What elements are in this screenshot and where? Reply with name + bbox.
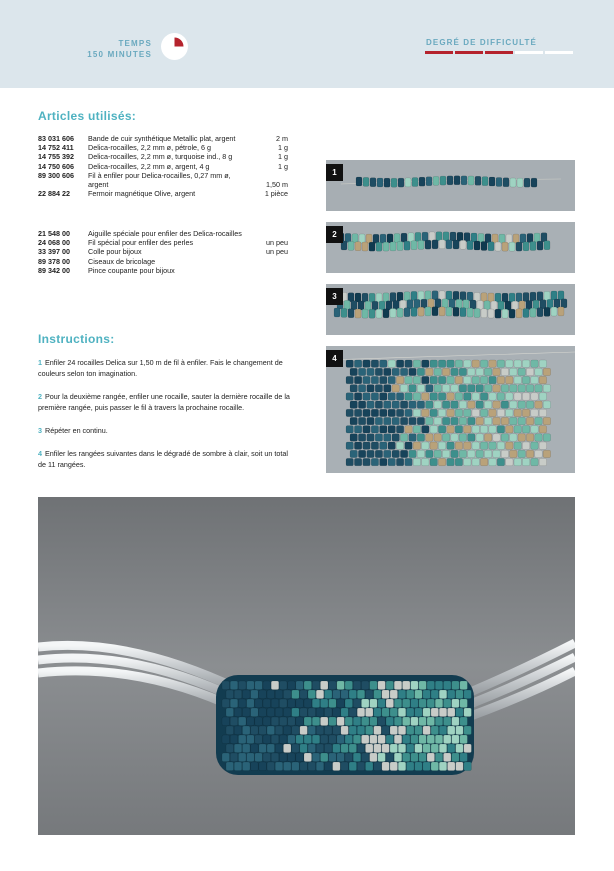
- finished-necklace-photo: [38, 497, 575, 835]
- item-description: Bande de cuir synthétique Metallic plat, argent: [88, 134, 236, 143]
- beads-three-rows-image: [326, 284, 575, 335]
- item-description: Ciseaux de bricolage: [88, 256, 156, 266]
- time-label: TEMPS: [118, 39, 152, 48]
- instruction-step: [38, 425, 290, 436]
- item-quantity: [262, 257, 288, 266]
- instruction-step: [38, 357, 290, 379]
- item-code: 22 884 22: [38, 189, 70, 199]
- item-quantity: 1 g: [278, 161, 288, 171]
- step-photo: [326, 284, 575, 335]
- step-number-badge: 3: [326, 288, 343, 305]
- step-text: Enfiler 24 rocailles Delica sur 1,50 m de fil à enfiler. Fais le changement de couleurs selon ton imagination.: [38, 358, 283, 378]
- instructions-title: Instructions:: [38, 332, 115, 346]
- step-number: 4: [38, 449, 42, 458]
- item-code: 14 752 411: [38, 143, 74, 153]
- item-code: 21 548 00: [38, 229, 70, 238]
- instructions-list: [38, 357, 290, 482]
- step-number: 3: [38, 426, 42, 435]
- item-code: 14 755 392: [38, 152, 74, 162]
- difficulty-bar: [545, 51, 573, 54]
- material-row: [38, 152, 288, 161]
- item-quantity: [262, 171, 288, 180]
- step-text: Enfiler les rangées suivantes dans le dégradé de sombre à clair, soit un total de 11 rangées.: [38, 449, 288, 469]
- item-code: 14 750 606: [38, 161, 74, 171]
- material-row: [38, 229, 288, 238]
- beads-two-rows-image: [326, 222, 575, 273]
- item-description: Delica-rocailles, 2,2 mm ø, pétrole, 6 g: [88, 143, 212, 153]
- item-code: 89 378 00: [38, 256, 70, 266]
- step-photo: [326, 346, 575, 473]
- material-row: [38, 266, 288, 275]
- difficulty-bar: [485, 51, 513, 54]
- item-quantity: 1 g: [278, 152, 288, 162]
- item-quantity: 1 pièce: [264, 189, 288, 199]
- step-text: Répéter en continu.: [45, 426, 108, 435]
- materials-title: Articles utilisés:: [38, 109, 137, 123]
- material-row: [38, 247, 288, 256]
- material-row: [38, 257, 288, 266]
- item-quantity: 2 m: [276, 134, 288, 143]
- step-number: 2: [38, 392, 42, 401]
- step-number: 1: [38, 358, 42, 367]
- difficulty-label: DEGRÉ DE DIFFICULTÉ: [426, 38, 537, 47]
- step-photo: [326, 222, 575, 273]
- item-description: argent: [88, 180, 109, 190]
- item-description: Delica-rocailles, 2,2 mm ø, turquoise ind., 8 g: [88, 152, 233, 162]
- item-description: Fermoir magnétique Olive, argent: [88, 189, 196, 199]
- item-code: 33 397 00: [38, 247, 70, 257]
- instruction-step: [38, 391, 290, 413]
- material-row: [38, 143, 288, 152]
- material-row: [38, 180, 288, 189]
- item-description: Aiguille spéciale pour enfiler des Delica-rocailles: [88, 229, 242, 238]
- clock-pie-icon: [161, 33, 188, 60]
- instruction-step: [38, 448, 290, 470]
- difficulty-bar: [425, 51, 453, 54]
- difficulty-rating: [425, 51, 573, 54]
- beaded-panel-image: [326, 346, 575, 473]
- time-info: [87, 38, 152, 60]
- material-row: [38, 162, 288, 171]
- difficulty-bar: [455, 51, 483, 54]
- item-description: Fil à enfiler pour Delica-rocailles, 0,27 mm ø,: [88, 170, 231, 180]
- item-quantity: 1,50 m: [266, 180, 288, 190]
- material-row: [38, 238, 288, 247]
- item-quantity: [262, 266, 288, 275]
- step-number-badge: 4: [326, 350, 343, 367]
- item-code: 83 031 606: [38, 134, 74, 143]
- item-code: 24 068 00: [38, 238, 70, 248]
- material-row: [38, 171, 288, 180]
- materials-table: [38, 134, 288, 198]
- item-description: Delica-rocailles, 2,2 mm ø, argent, 4 g: [88, 161, 210, 171]
- item-description: Fil spécial pour enfiler des perles: [88, 238, 194, 248]
- material-row: [38, 134, 288, 143]
- item-description: Colle pour bijoux: [88, 247, 142, 257]
- item-quantity: 1 g: [278, 143, 288, 153]
- step-number-badge: 2: [326, 226, 343, 243]
- item-quantity: un peu: [266, 247, 288, 257]
- item-quantity: [262, 229, 288, 238]
- step-number-badge: 1: [326, 164, 343, 181]
- item-code: 89 342 00: [38, 265, 70, 275]
- item-description: Pince coupante pour bijoux: [88, 265, 175, 275]
- beads-row-image: [326, 160, 575, 211]
- tools-table: [38, 229, 288, 275]
- item-code: [38, 180, 88, 189]
- item-quantity: un peu: [266, 238, 288, 248]
- material-row: [38, 189, 288, 198]
- item-code: 89 300 606: [38, 170, 74, 180]
- page-header: [0, 0, 614, 88]
- step-photo: [326, 160, 575, 211]
- time-value: 150 MINUTES: [87, 50, 152, 59]
- step-text: Pour la deuxième rangée, enfiler une rocaille, sauter la dernière rocaille de la première rangée, puis passer le fil à travers la prochaine rocaille.: [38, 392, 290, 412]
- necklace-image: [38, 497, 575, 835]
- difficulty-bar: [515, 51, 543, 54]
